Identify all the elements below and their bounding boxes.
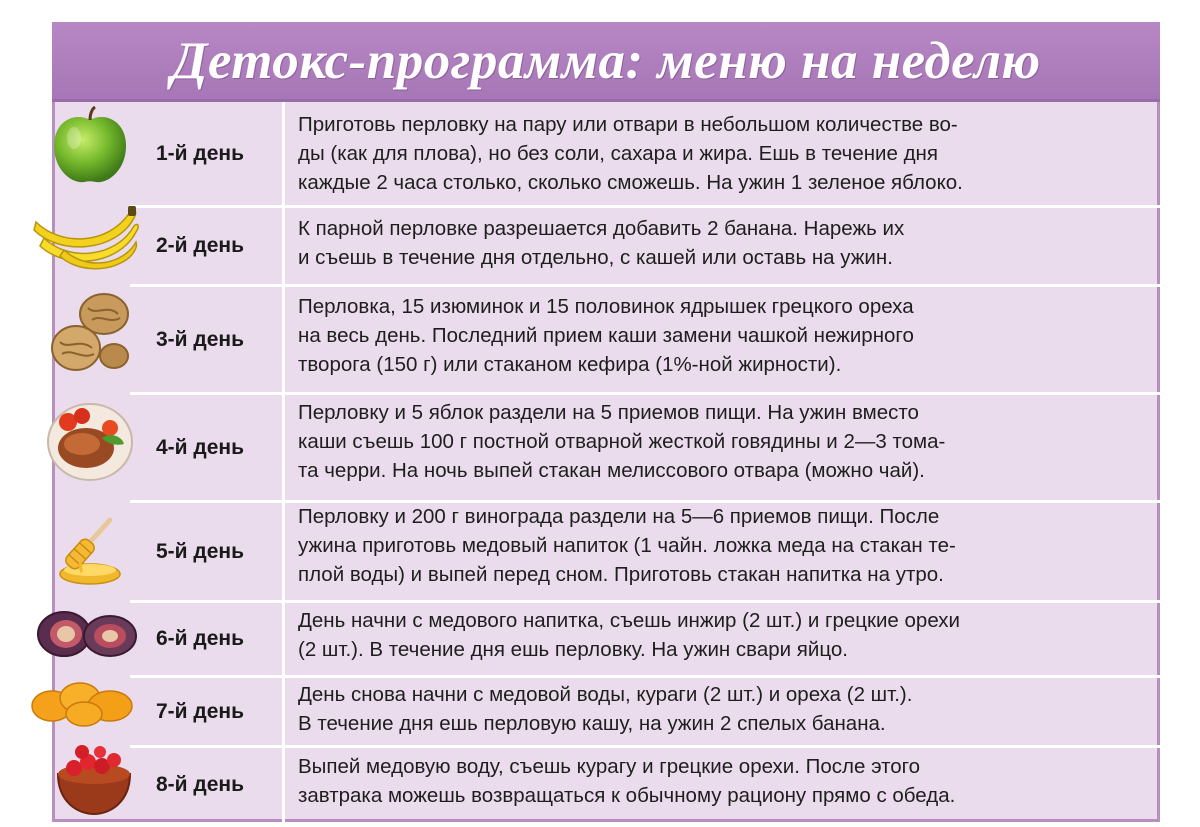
description-line: Перловка, 15 изюминок и 15 половинок ядрышек грецкого ореха — [298, 295, 914, 318]
day-label-cell — [130, 603, 270, 675]
description-line: та черри. На ночь выпей стакан мелиссового отвара (можно чай). — [298, 459, 925, 482]
day-description — [298, 398, 1158, 485]
description-line: Приготовь перловку на пару или отвари в небольшом количестве во- — [298, 113, 958, 136]
day-label: 4-й день — [155, 435, 245, 459]
green-apple-icon — [48, 106, 132, 186]
beef-dish-icon — [46, 398, 134, 482]
day-description — [298, 680, 1158, 738]
day-description — [298, 214, 1158, 272]
day-label: 2-й день — [155, 234, 245, 257]
walnuts-icon — [48, 290, 132, 376]
day-label: 1-й день — [155, 141, 245, 165]
day-label-cell — [130, 678, 270, 745]
day-label: 5-й день — [155, 539, 245, 563]
description-line: (2 шт.). В течение дня ешь перловку. На ужин свари яйцо. — [298, 638, 848, 661]
dried-apricots-icon — [30, 676, 138, 730]
day-description — [298, 502, 1158, 589]
description-line: на весь день. Последний прием каши замени чашкой нежирного — [298, 324, 914, 347]
title-bar — [52, 22, 1160, 102]
description-line: ужина приготовь медовый напиток (1 чайн. ложка меда на стакан те- — [298, 534, 956, 557]
bananas-icon — [30, 200, 140, 272]
day-description — [298, 110, 1158, 197]
description-line: творога (150 г) или стаканом кефира (1%-ной жирности). — [298, 353, 842, 376]
page-title: Детокс-программа: меню на неделю — [171, 31, 1041, 90]
day-description — [298, 606, 1158, 664]
description-line: плой воды) и выпей перед сном. Приготовь стакан напитка на утро. — [298, 563, 944, 586]
day-description — [298, 752, 1158, 810]
figs-icon — [34, 606, 138, 662]
berry-bowl-icon — [54, 744, 134, 816]
day-label-cell — [130, 503, 270, 600]
description-line: ды (как для плова), но без соли, сахара и жира. Ешь в течение дня — [298, 142, 938, 165]
description-line: каши съешь 100 г постной отварной жесткой говядины и 2—3 тома- — [298, 430, 946, 453]
day-label: 7-й день — [155, 699, 245, 723]
day-label-cell — [130, 287, 270, 392]
description-line: и съешь в течение дня отдельно, с кашей или оставь на ужин. — [298, 246, 893, 269]
day-description — [298, 292, 1158, 379]
day-label: 3-й день — [155, 327, 245, 351]
day-label: 6-й день — [155, 627, 245, 650]
column-divider — [282, 102, 285, 822]
description-line: Перловку и 5 яблок раздели на 5 приемов пищи. На ужин вместо — [298, 401, 919, 424]
description-line: каждые 2 часа столько, сколько сможешь. На ужин 1 зеленое яблоко. — [298, 171, 963, 194]
day-label-cell — [130, 395, 270, 500]
description-line: Перловку и 200 г винограда раздели на 5—6 приемов пищи. После — [298, 505, 940, 528]
description-line: Выпей медовую воду, съешь курагу и грецкие орехи. После этого — [298, 755, 921, 778]
day-label: 8-й день — [155, 773, 245, 796]
description-line: завтрака можешь возвращаться к обычному рациону прямо с обеда. — [298, 784, 956, 807]
description-line: В течение дня ешь перловую кашу, на ужин 2 спелых банана. — [298, 712, 886, 735]
day-label-cell — [130, 208, 270, 284]
honey-dipper-icon — [50, 512, 130, 588]
description-line: День снова начни с медовой воды, кураги (2 шт.) и ореха (2 шт.). — [298, 683, 913, 706]
description-line: День начни с медового напитка, съешь инжир (2 шт.) и грецкие орехи — [298, 609, 960, 632]
description-line: К парной перловке разрешается добавить 2 банана. Нарежь их — [298, 217, 905, 240]
day-label-cell — [130, 102, 270, 205]
day-label-cell — [130, 748, 270, 822]
